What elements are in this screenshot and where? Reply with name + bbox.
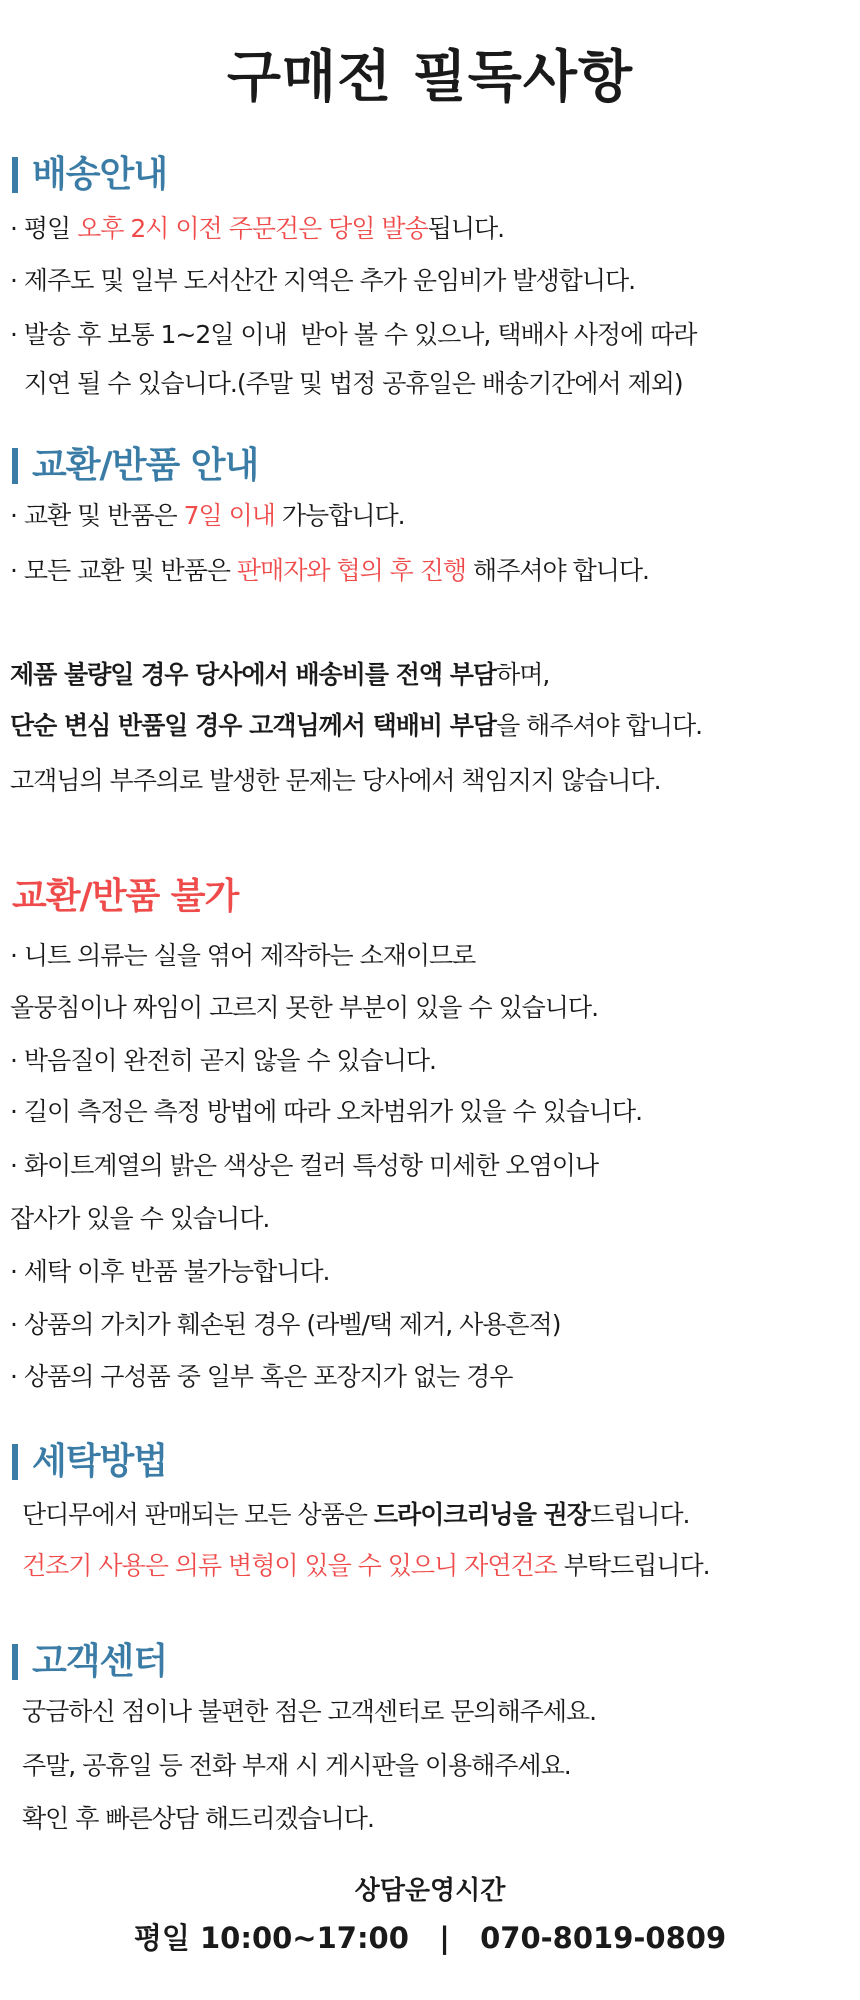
line-text: 드립니다. — [589, 1500, 690, 1529]
section-heading-text: 배송안내 — [32, 154, 168, 195]
line-text: 단디무에서 판매되는 모든 상품은 — [22, 1500, 374, 1529]
line-text: 궁금하신 점이나 불편한 점은 고객센터로 문의해주세요. — [22, 1697, 597, 1726]
line-text: · 화이트계열의 밝은 색상은 컬러 특성항 미세한 오염이나 — [10, 1151, 599, 1180]
line-text: 지연 될 수 있습니다.(주말 및 법정 공휴일은 배송기간에서 제외) — [10, 369, 683, 398]
highlight-text: 오후 2시 이전 주문건은 당일 발송 — [77, 214, 428, 243]
section-heading-text: 교환/반품 안내 — [32, 445, 259, 486]
notice-line — [10, 368, 683, 400]
bold-text: 단순 변심 반품일 경우 고객님께서 택배비 부담 — [10, 711, 497, 740]
section-heading-text: 교환/반품 불가 — [12, 876, 239, 917]
notice-line — [10, 319, 696, 351]
line-text: · 모든 교환 및 반품은 — [10, 556, 237, 585]
section-heading — [12, 1640, 167, 1684]
line-text: 해주셔야 합니다. — [466, 556, 649, 585]
line-text: · 교환 및 반품은 — [10, 501, 184, 530]
notice-line — [10, 1203, 269, 1235]
line-text: · 상품의 가치가 훼손된 경우 (라벨/택 제거, 사용흔적) — [10, 1310, 561, 1339]
line-text: 올뭉침이나 짜임이 고르지 못한 부분이 있을 수 있습니다. — [10, 993, 599, 1022]
notice-line — [22, 1696, 596, 1728]
line-text: · 평일 — [10, 214, 78, 243]
line-text: 됩니다. — [427, 214, 505, 243]
bold-text: 제품 불량일 경우 당사에서 배송비를 전액 부담 — [10, 660, 497, 689]
section-heading — [12, 444, 258, 488]
notice-line — [22, 1803, 374, 1835]
section-heading — [12, 1440, 167, 1484]
bold-text: 드라이크리닝을 권장 — [373, 1500, 590, 1529]
line-text: 을 해주셔야 합니다. — [496, 711, 703, 740]
line-text: 하며, — [496, 660, 550, 689]
line-text: 부탁드립니다. — [556, 1551, 710, 1580]
line-text: 고객님의 부주의로 발생한 문제는 당사에서 책임지지 않습니다. — [10, 766, 661, 795]
line-text: · 세탁 이후 반품 불가능합니다. — [10, 1257, 330, 1286]
section-heading — [12, 875, 238, 919]
line-text: 주말, 공휴일 등 전화 부재 시 게시판을 이용해주세요. — [22, 1751, 571, 1780]
notice-line — [10, 710, 702, 742]
notice-line — [10, 1309, 560, 1341]
consult-hours-phone: 평일 10:00~17:00 | 070-8019-0809 — [133, 1921, 727, 1955]
notice-line — [10, 1361, 512, 1393]
heading-bar-divider — [12, 1644, 18, 1680]
line-text: · 길이 측정은 측정 방법에 따라 오차범위가 있을 수 있습니다. — [10, 1097, 643, 1126]
notice-line — [10, 265, 635, 297]
line-text: 확인 후 빠른상담 해드리겠습니다. — [22, 1804, 374, 1833]
notice-line — [22, 1550, 710, 1582]
highlight-text: 7일 이내 — [183, 501, 275, 530]
notice-line — [22, 1750, 571, 1782]
section-heading-text: 고객센터 — [32, 1641, 168, 1682]
line-text: · 니트 의류는 실을 엮어 제작하는 소재이므로 — [10, 941, 476, 970]
heading-bar-divider — [12, 157, 18, 193]
notice-line — [10, 765, 661, 797]
notice-line — [10, 555, 649, 587]
line-text: 가능합니다. — [274, 501, 405, 530]
notice-line — [10, 1256, 329, 1288]
notice-line — [22, 1499, 690, 1531]
heading-bar-divider — [12, 448, 18, 484]
highlight-text: 건조기 사용은 의류 변형이 있을 수 있으니 자연건조 — [22, 1551, 557, 1580]
highlight-text: 판매자와 협의 후 진행 — [236, 556, 467, 585]
section-heading — [12, 153, 167, 197]
line-text: · 제주도 및 일부 도서산간 지역은 추가 운임비가 발생합니다. — [10, 266, 636, 295]
notice-line — [10, 500, 405, 532]
line-text: · 박음질이 완전히 곧지 않을 수 있습니다. — [10, 1046, 436, 1075]
notice-line — [10, 659, 549, 691]
notice-line — [10, 940, 475, 972]
section-heading-text: 세탁방법 — [32, 1441, 168, 1482]
heading-bar-divider — [12, 1444, 18, 1480]
line-text: · 상품의 구성품 중 일부 혹은 포장지가 없는 경우 — [10, 1362, 513, 1391]
notice-line — [10, 1096, 642, 1128]
notice-line — [10, 1150, 598, 1182]
notice-line — [10, 213, 504, 245]
notice-line — [10, 992, 598, 1024]
consult-hours-label: 상담운영시간 — [354, 1876, 506, 1906]
notice-line — [10, 1045, 436, 1077]
page-title: 구매전 필독사항 — [226, 45, 634, 110]
line-text: 잡사가 있을 수 있습니다. — [10, 1204, 270, 1233]
line-text: · 발송 후 보통 1~2일 이내 받아 볼 수 있으나, 택배사 사정에 따라 — [10, 320, 697, 349]
